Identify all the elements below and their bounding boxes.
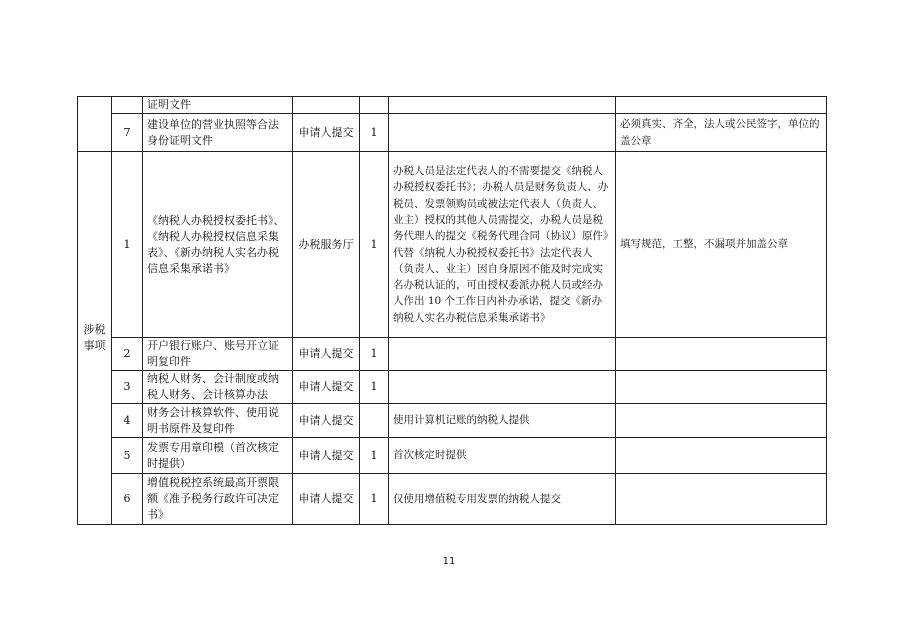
item-number: 4: [112, 404, 143, 438]
item-number: 3: [112, 371, 143, 404]
remark: 首次核定时提供: [389, 438, 616, 474]
remark: [389, 114, 616, 152]
requirement: [616, 338, 827, 371]
table-row: [78, 97, 827, 114]
table-row: [78, 114, 827, 152]
item-number: 5: [112, 438, 143, 474]
material-name: 纳税人财务、会计制度或纳税人财务、会计核算办法: [143, 371, 293, 404]
requirement: [616, 438, 827, 474]
item-number: 2: [112, 338, 143, 371]
copy-count: 1: [360, 371, 389, 404]
table-row: [78, 438, 827, 474]
requirement: 填写规范，工整，不漏项并加盖公章: [616, 152, 827, 338]
category-cell-blank: [78, 97, 112, 152]
material-name: 开户银行账户、账号开立证明复印件: [143, 338, 293, 371]
item-number: 1: [112, 152, 143, 338]
requirement: [616, 404, 827, 438]
copy-count: [360, 97, 389, 114]
material-source: 申请人提交: [293, 338, 360, 371]
material-name: 《纳税人办税授权委托书》、《纳税人办税授权信息采集表》、《新办纳税人实名办税信息采集承诺书》: [143, 152, 293, 338]
copy-count: 1: [360, 338, 389, 371]
material-source: 申请人提交: [293, 438, 360, 474]
material-source: [293, 97, 360, 114]
table-row: [78, 371, 827, 404]
material-source: 申请人提交: [293, 474, 360, 525]
remark: 使用计算机记账的纳税人提供: [389, 404, 616, 438]
material-name: 建设单位的营业执照等合法身份证明文件: [143, 114, 293, 152]
remark: 办税人员是法定代表人的不需要提交《纳税人办税授权委托书》；办税人员是财务负责人、办税员、发票领购员或被法定代表人（负责人、业主）授权的其他人员需提交，办税人员是税务代理人的提交《税务代理合同（协议）原件》代替《纳税人办税授权委托书》法定代表人（负责人、业主）因自身原因不能及时完成实名办税认证的，可由授权委派办税人员或经办人作出 10 个工作日内补办承诺，提交《新办纳税人实名办税信息采集承诺书》: [389, 152, 616, 338]
remark: 仅使用增值税专用发票的纳税人提交: [389, 474, 616, 525]
material-source: 办税服务厅: [293, 152, 360, 338]
material-source: 申请人提交: [293, 371, 360, 404]
material-name: 发票专用章印模（首次核定时提供）: [143, 438, 293, 474]
table-row: [78, 338, 827, 371]
requirement: [616, 371, 827, 404]
material-name: 增值税税控系统最高开票限额《准予税务行政许可决定书》: [143, 474, 293, 525]
material-name: 财务会计核算软件、使用说明书原件及复印件: [143, 404, 293, 438]
category-label: 涉税事项: [78, 152, 112, 525]
table-row: [78, 404, 827, 438]
item-number: 6: [112, 474, 143, 525]
item-number: 7: [112, 114, 143, 152]
material-source: 申请人提交: [293, 114, 360, 152]
remark: [389, 338, 616, 371]
remark: [389, 371, 616, 404]
page-number: 11: [442, 556, 456, 567]
copy-count: 1: [360, 152, 389, 338]
remark: [389, 97, 616, 114]
requirement: 必须真实、齐全，法人或公民签字，单位的盖公章: [616, 114, 827, 152]
requirement: [616, 474, 827, 525]
requirement: [616, 97, 827, 114]
copy-count: 1: [360, 474, 389, 525]
materials-table: [77, 96, 827, 525]
copy-count: 1: [360, 438, 389, 474]
copy-count: 1: [360, 114, 389, 152]
copy-count: [360, 404, 389, 438]
table-row: [78, 152, 827, 338]
material-name: 证明文件: [143, 97, 293, 114]
item-number: [112, 97, 143, 114]
table-row: [78, 474, 827, 525]
material-source: 申请人提交: [293, 404, 360, 438]
